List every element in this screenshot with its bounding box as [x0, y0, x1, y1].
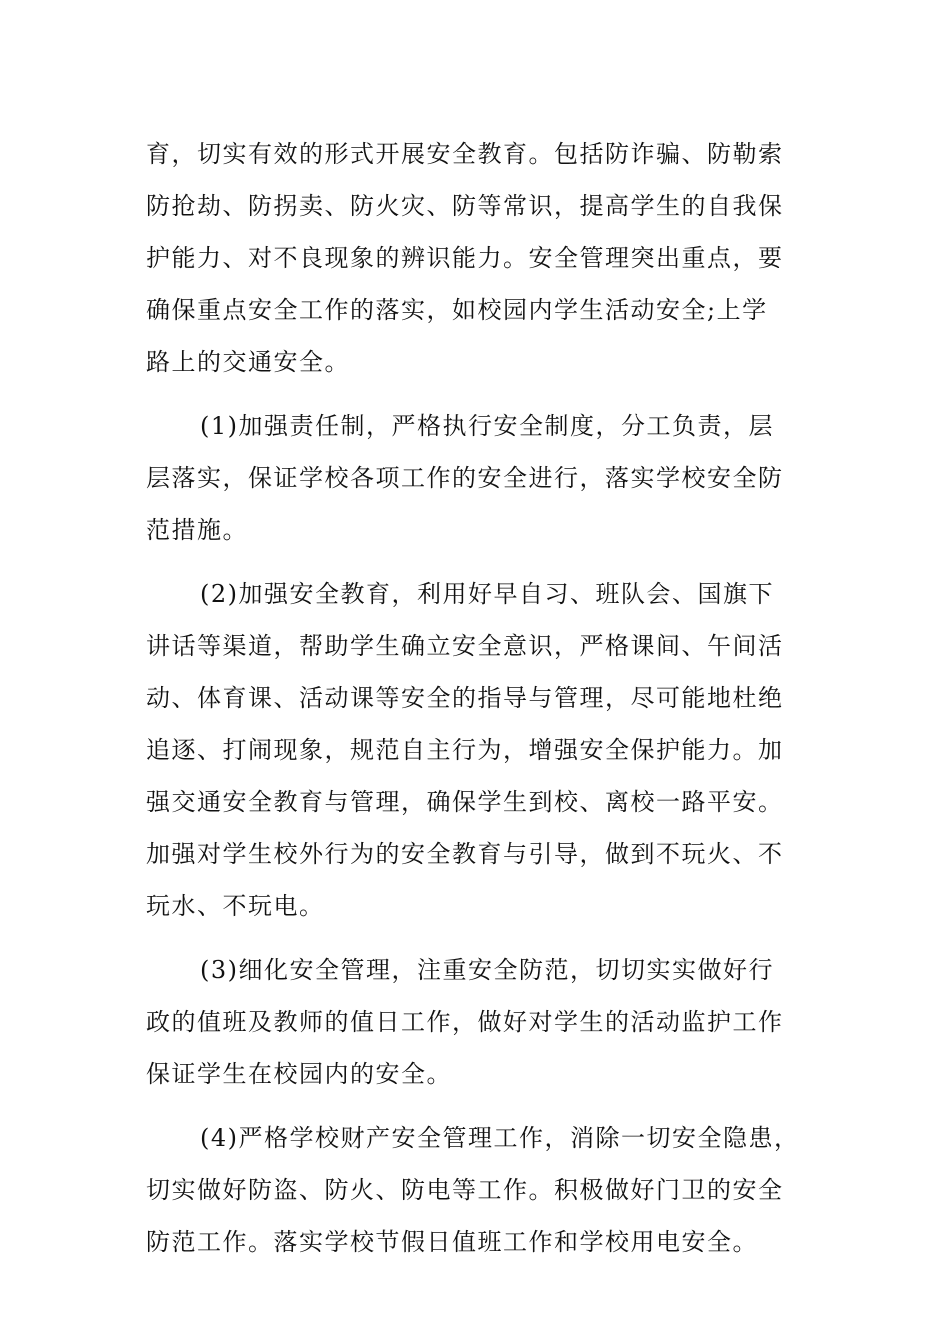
text-line: 路上的交通安全。 — [146, 348, 350, 376]
text-line: 玩水、不玩电。 — [146, 892, 325, 920]
paragraph-item-2 — [146, 568, 800, 932]
text-line: 范措施。 — [146, 516, 248, 544]
document-body — [146, 128, 800, 1280]
text-line: 育，切实有效的形式开展安全教育。包括防诈骗、防勒索 — [146, 140, 784, 168]
text-line: 防范工作。落实学校节假日值班工作和学校用电安全。 — [146, 1228, 758, 1256]
paragraph-intro — [146, 128, 800, 388]
text-line: 讲话等渠道，帮助学生确立安全意识，严格课间、午间活 — [146, 632, 784, 660]
paragraph-item-4 — [146, 1112, 800, 1268]
text-line: 防抢劫、防拐卖、防火灾、防等常识，提高学生的自我保 — [146, 192, 784, 220]
text-line: 保证学生在校园内的安全。 — [146, 1060, 452, 1088]
text-line: 强交通安全教育与管理，确保学生到校、离校一路平安。 — [146, 788, 784, 816]
text-line: 层落实，保证学校各项工作的安全进行，落实学校安全防 — [146, 464, 784, 492]
text-line: 护能力、对不良现象的辨识能力。安全管理突出重点，要 — [146, 244, 784, 272]
text-line: (3)细化安全管理，注重安全防范，切切实实做好行 — [200, 956, 774, 984]
paragraph-item-1 — [146, 400, 800, 556]
text-line: 政的值班及教师的值日工作，做好对学生的活动监护工作 — [146, 1008, 784, 1036]
text-line: (1)加强责任制，严格执行安全制度，分工负责，层 — [200, 412, 774, 440]
text-line: 动、体育课、活动课等安全的指导与管理，尽可能地杜绝 — [146, 684, 784, 712]
text-line: 确保重点安全工作的落实，如校园内学生活动安全;上学 — [146, 296, 768, 324]
paragraph-item-3 — [146, 944, 800, 1100]
text-line: (4)严格学校财产安全管理工作，消除一切安全隐患， — [200, 1124, 800, 1152]
text-line: 加强对学生校外行为的安全教育与引导，做到不玩火、不 — [146, 840, 784, 868]
text-line: 切实做好防盗、防火、防电等工作。积极做好门卫的安全 — [146, 1176, 784, 1204]
text-line: 追逐、打闹现象，规范自主行为，增强安全保护能力。加 — [146, 736, 784, 764]
text-line: (2)加强安全教育，利用好早自习、班队会、国旗下 — [200, 580, 774, 608]
